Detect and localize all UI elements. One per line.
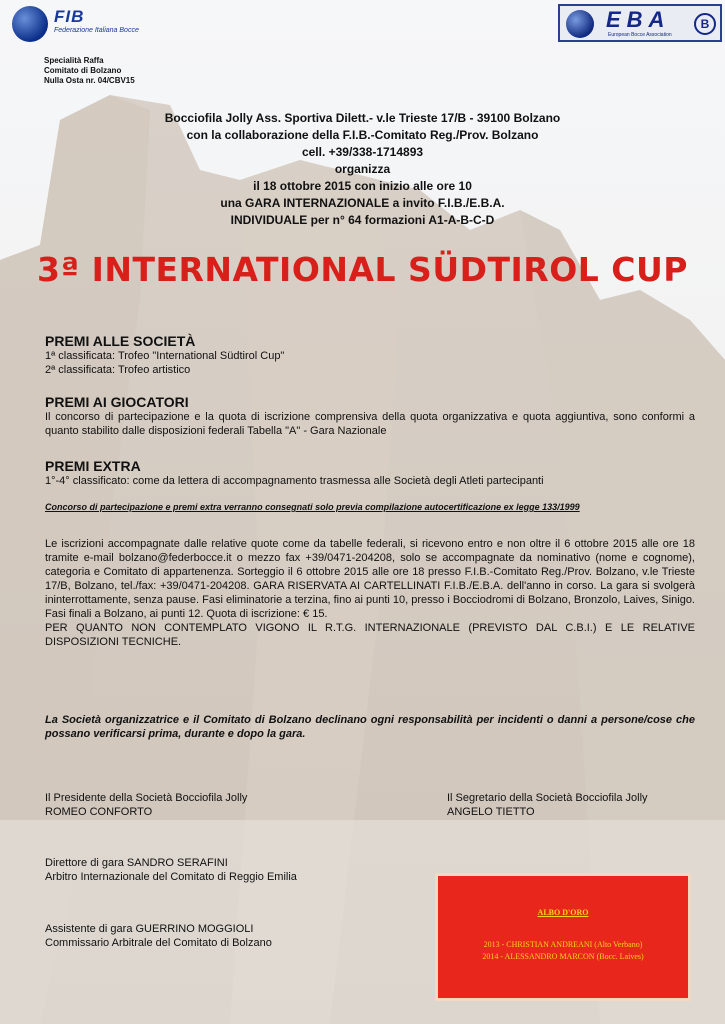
section-premi-giocatori <box>45 394 695 438</box>
signature-presidente <box>45 791 247 819</box>
eba-badge-icon: B <box>694 13 716 35</box>
intro-line: il 18 ottobre 2015 con inizio alle ore 10 <box>253 179 472 193</box>
fib-logo-subtitle: Federazione Italiana Bocce <box>54 27 139 34</box>
section-heading: PREMI EXTRA <box>45 458 141 474</box>
section-text: Il concorso di partecipazione e la quota di iscrizione comprensiva della quota organizzativa e quota aggiuntiva, sono conformi a quanto stabilito dalle disposizioni federali Tabella "A" - Gara Nazionale <box>45 411 695 437</box>
disclaimer: La Società organizzatrice e il Comitato di Bolzano declinano ogni responsabilità per incidenti o danni a persone/cose che possano verificarsi prima, durante e dopo la gara. <box>45 714 695 740</box>
direttore-di-gara <box>45 856 297 884</box>
albo-entries <box>438 939 688 963</box>
eba-logo-subtitle: European Bocce Association <box>608 32 672 38</box>
signature-name: ANGELO TIETTO <box>447 806 535 818</box>
signature-name: ROMEO CONFORTO <box>45 806 153 818</box>
albo-entry: 2014 - ALESSANDRO MARCON (Bocc. Laives) <box>482 952 644 961</box>
section-text: 1°-4° classificato: come da lettera di accompagnamento trasmessa alle Società degli Atleti partecipanti <box>45 475 544 487</box>
fib-logo <box>10 4 182 42</box>
staff-role: Assistente di gara GUERRINO MOGGIOLI <box>45 923 254 935</box>
eba-logo-name: EBA <box>606 7 671 32</box>
section-line: 2ª classificata: Trofeo artistico <box>45 364 191 376</box>
header-left-line: Comitato di Bolzano <box>44 66 122 75</box>
signature-role: Il Segretario della Società Bocciofila Jolly <box>447 792 648 804</box>
eba-logo <box>558 4 722 42</box>
intro-line: INDIVIDUALE per n° 64 formazioni A1-A-B-C-D <box>230 213 495 227</box>
signature-role: Il Presidente della Società Bocciofila Jolly <box>45 792 248 804</box>
header-left-line: Specialità Raffa <box>44 56 104 65</box>
rules-caps: PER QUANTO NON CONTEMPLATO VIGONO IL R.T.G. INTERNAZIONALE (PREVISTO DAL C.B.I.) E LE RELATIVE DISPOSIZIONI TECNICHE. <box>45 622 695 648</box>
fib-ball-icon <box>12 6 48 42</box>
staff-detail: Arbitro Internazionale del Comitato di Reggio Emilia <box>45 871 297 883</box>
staff-role: Direttore di gara SANDRO SERAFINI <box>45 857 228 869</box>
staff-detail: Commissario Arbitrale del Comitato di Bolzano <box>45 937 272 949</box>
section-premi-societa <box>45 333 695 377</box>
assistente-di-gara <box>45 922 272 950</box>
header-left-line: Nulla Osta nr. 04/CBV15 <box>44 76 135 85</box>
intro-line: con la collaborazione della F.I.B.-Comitato Reg./Prov. Bolzano <box>186 128 539 142</box>
rules-block <box>45 537 695 649</box>
intro-block <box>100 110 625 229</box>
intro-line: organizza <box>334 162 391 176</box>
fib-logo-name: FIB <box>54 7 85 26</box>
section-heading: PREMI AI GIOCATORI <box>45 394 189 410</box>
participation-note: Concorso di partecipazione e premi extra verranno consegnati solo previa compilazione autocertificazione ex legge 133/1999 <box>45 502 580 512</box>
section-premi-extra <box>45 458 695 488</box>
albo-entry: 2013 - CHRISTIAN ANDREANI (Alto Verbano) <box>483 940 643 949</box>
albo-title: ALBO D'ORO <box>537 908 589 917</box>
eba-ball-icon <box>566 10 594 38</box>
intro-line: una GARA INTERNAZIONALE a invito F.I.B./E.B.A. <box>220 196 505 210</box>
section-line: 1ª classificata: Trofeo "International Südtirol Cup" <box>45 350 285 362</box>
signature-segretario <box>447 791 648 819</box>
intro-line: cell. +39/338-1714893 <box>301 145 424 159</box>
rules-text: Le iscrizioni accompagnate dalle relative quote come da tabelle federali, si ricevono entro e non oltre il 6 ottobre 2015 alle ore 18 tramite e-mail bolzano@federbocce.it o mezzo fax +39/0471-204208, solo se accompagnate da nominativo (nome e cognome), categoria e Comitato di appartenenza. Sorteggio il 6 ottobre 2015 alle ore 18 presso F.I.B.-Comitato Reg./Prov. Bolzano, v.le Trieste 17/B, Bolzano, tel./fax: +39/0471-204208. GARA RISERVATA AI CARTELLINATI F.I.B./E.B.A. dell'anno in corso. La gara si svolgerà ininterrottamente, senza pause. Fasi eliminatorie a terzina, fino ai punti 10, presso i Bocciodromi di Bolzano, Bronzolo, Laives, Sinigo. Fasi finali a Bolzano, ai punti 12. Quota di iscrizione: € 15. <box>45 538 695 620</box>
intro-line: Bocciofila Jolly Ass. Sportiva Dilett.- v.le Trieste 17/B - 39100 Bolzano <box>164 111 561 125</box>
albo-doro-box <box>435 873 691 1001</box>
header-left-info <box>44 56 135 86</box>
section-heading: PREMI ALLE SOCIETÀ <box>45 333 196 349</box>
page-title: 3ª INTERNATIONAL SÜDTIROL CUP <box>37 250 688 289</box>
